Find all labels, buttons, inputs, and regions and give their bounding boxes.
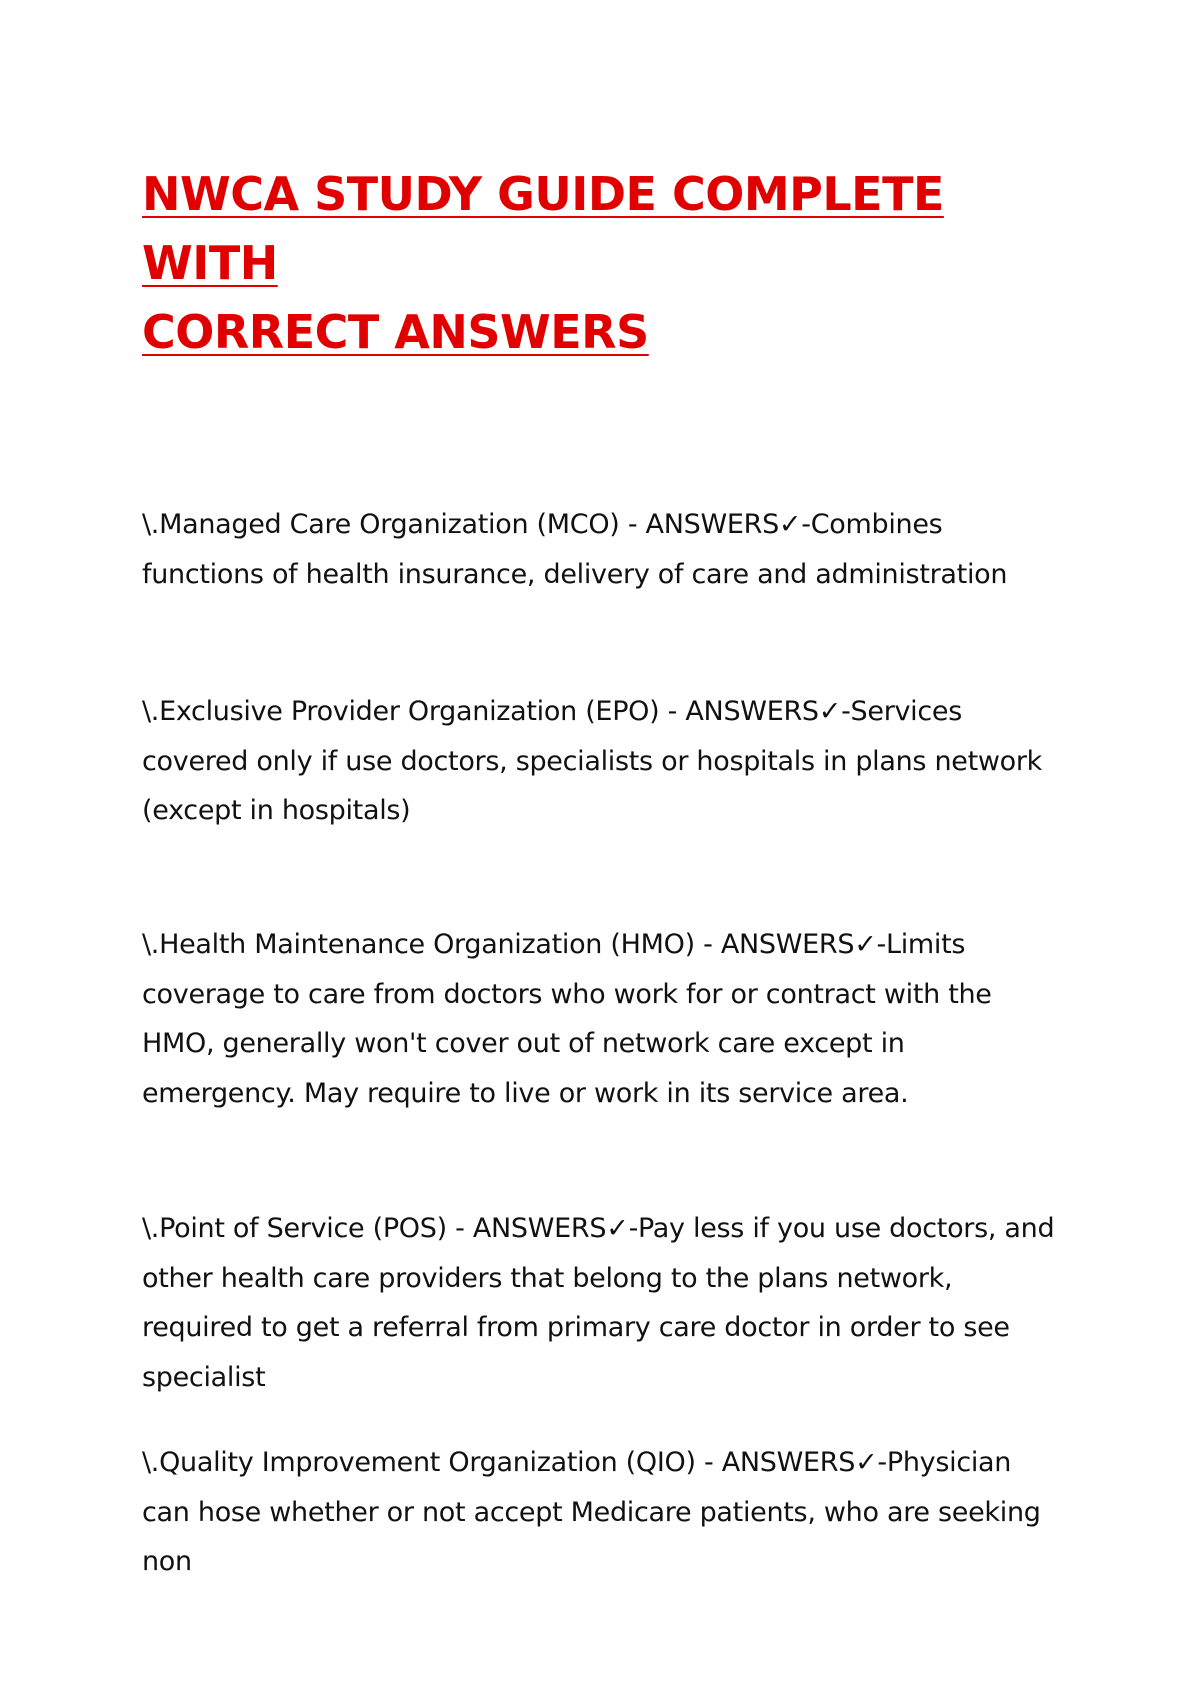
study-entry: \.Exclusive Provider Organization (EPO) - ANSWERS✓-Services covered only if use doctors, specialists or hospitals in plans network (except in hospitals) [142, 696, 1043, 826]
document-title [142, 160, 1042, 367]
title-line-1: NWCA STUDY GUIDE COMPLETE WITH [142, 167, 944, 290]
entry-answer: Services covered only if use doctors, specialists or hospitals in plans network (except in hospitals) [142, 696, 1043, 826]
answer-label: ANSWERS [472, 1213, 607, 1244]
study-entry: \.Quality Improvement Organization (QIO) - ANSWERS✓-Physician can hose whether or not accept Medicare patients, who are seeking non [142, 1447, 1041, 1577]
answer-label: ANSWERS [685, 696, 819, 727]
entry-term: Exclusive Provider Organization (EPO) [159, 696, 660, 727]
entry-prefix: \. [142, 696, 160, 727]
answer-label: ANSWERS [645, 509, 779, 540]
entry-prefix: \. [142, 1213, 160, 1244]
study-entry: \.Point of Service (POS) - ANSWERS✓-Pay less if you use doctors, and other health care providers that belong to the plans network, required to get a referral from primary care doctor in order to see specialist [142, 1213, 1055, 1393]
entry-answer: Physician can hose whether or not accept Medicare patients, who are seeking non [142, 1447, 1041, 1577]
entry-answer: Combines functions of health insurance, delivery of care and administration [142, 509, 1008, 590]
check-icon: ✓ [818, 696, 842, 727]
title-line-2: CORRECT ANSWERS [142, 305, 649, 359]
study-entry: \.Health Maintenance Organization (HMO) - ANSWERS✓-Limits coverage to care from doctors who work for or contract with the HMO, generally won't cover out of network care except in emergency. May require to live or work in its service area. [142, 929, 992, 1109]
entry-prefix: \. [142, 509, 160, 540]
answer-label: ANSWERS [721, 1447, 856, 1478]
study-entry: \.Managed Care Organization (MCO) - ANSWERS✓-Combines functions of health insurance, delivery of care and administration [142, 509, 1008, 590]
check-icon: ✓ [854, 929, 877, 960]
entry-answer: Pay less if you use doctors, and other health care providers that belong to the plans network, required to get a referral from primary care doctor in order to see specialist [142, 1213, 1055, 1393]
entry-prefix: \. [142, 929, 160, 960]
check-icon: ✓ [855, 1447, 878, 1478]
entry-term: Quality Improvement Organization (QIO) [159, 1447, 696, 1478]
entry-term: Health Maintenance Organization (HMO) [159, 929, 695, 960]
entry-prefix: \. [142, 1447, 160, 1478]
answer-label: ANSWERS [720, 929, 855, 960]
entry-answer: Limits coverage to care from doctors who work for or contract with the HMO, generally won't cover out of network care except in emergency. May require to live or work in its service area. [142, 929, 992, 1109]
entry-term: Point of Service (POS) [159, 1213, 447, 1244]
check-icon: ✓ [606, 1213, 629, 1244]
entry-term: Managed Care Organization (MCO) [159, 509, 620, 540]
check-icon: ✓ [778, 509, 802, 540]
